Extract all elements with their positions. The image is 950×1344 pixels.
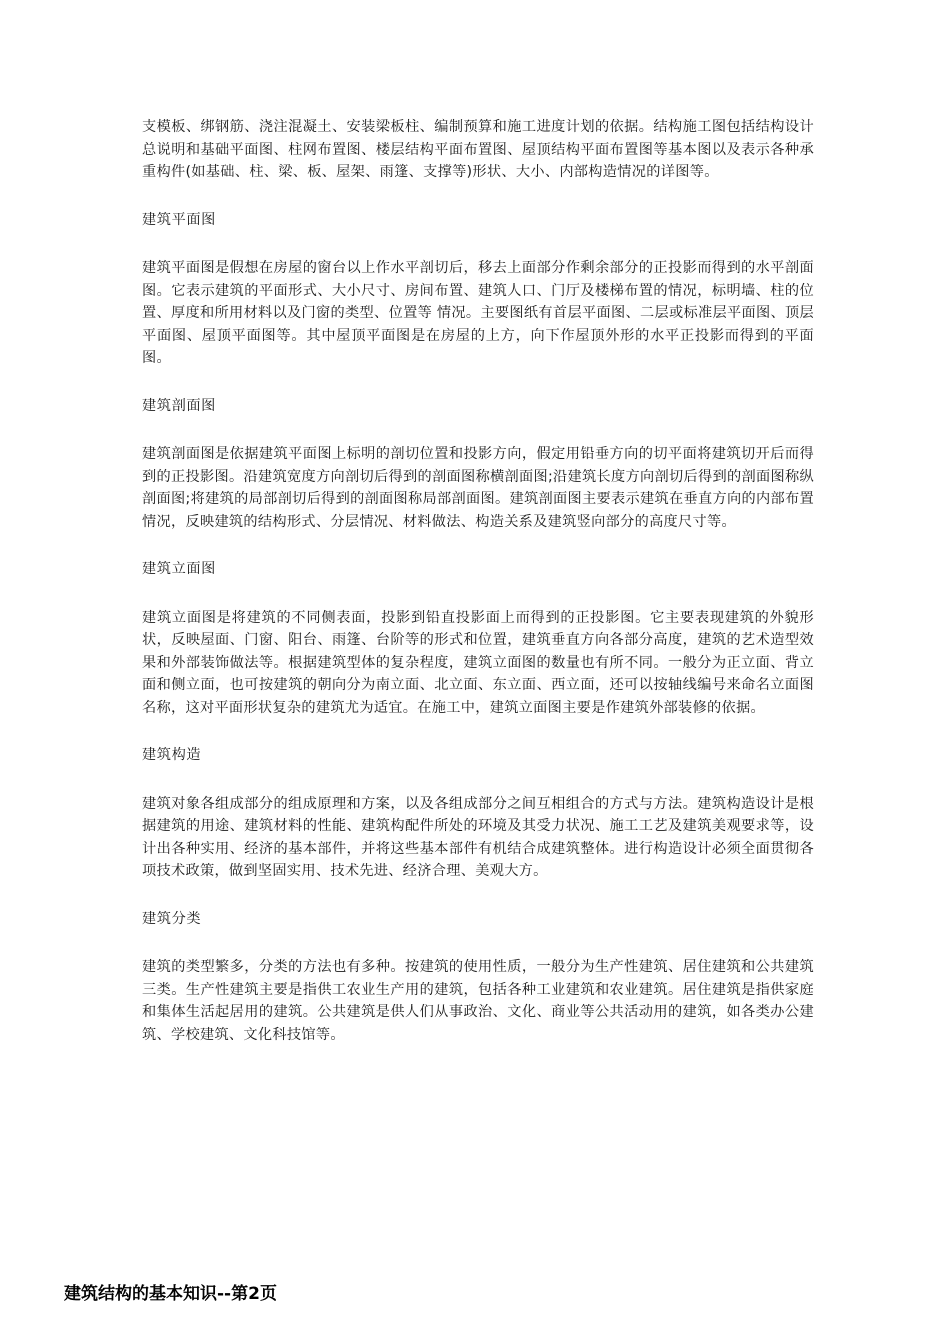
section-body: 建筑剖面图是依据建筑平面图上标明的剖切位置和投影方向，假定用铅垂方向的切平面将建筑切开后而得到的正投影图。沿建筑宽度方向剖切后得到的剖面图称横剖面图;沿建筑长度方向剖切后得到的剖面图称纵剖面图;将建筑的局部剖切后得到的剖面图称局部剖面图。建筑剖面图主要表示建筑在垂直方向的内部布置 情况，反映建筑的结构形式、分层情况、材料做法、构造关系及建筑竖向部分的高度尺寸等。 [142, 446, 814, 530]
document-body [142, 116, 814, 1046]
section-heading: 建筑剖面图 [142, 397, 216, 414]
spacer [142, 417, 814, 443]
section-section-drawing [142, 395, 814, 559]
spacer [142, 930, 814, 956]
section-elevation [142, 558, 814, 744]
intro-paragraph: 支模板、绑钢筋、浇注混凝土、安装梁板柱、编制预算和施工进度计划的依据。结构施工图包括结构设计总说明和基础平面图、柱网布置图、楼层结构平面布置图、屋顶结构平面布置图等基本图以及表示各种承重构件(如基础、柱、梁、板、屋架、雨篷、支撑等)形状、大小、内部构造情况的详图等。 [142, 119, 814, 180]
section-heading: 建筑平面图 [142, 211, 216, 228]
section-body: 建筑对象各组成部分的组成原理和方案，以及各组成部分之间互相组合的方式与方法。建筑构造设计是根据建筑的用途、建筑材料的性能、建筑构配件所处的环境及其受力状况、施工工艺及建筑美观要求等，设计出各种实用、经济的基本部件，并将这些基本部件有机结合成建筑整体。进行构造设计必须全面贯彻各项技术政策，做到坚固实用、技术先进、经济合理、美观大方。 [142, 795, 814, 879]
section-heading: 建筑分类 [142, 910, 202, 927]
spacer [142, 370, 814, 395]
section-body: 建筑立面图是将建筑的不同侧表面，投影到铅直投影面上而得到的正投影图。它主要表现建筑的外貌形状，反映屋面、门窗、阳台、雨篷、台阶等的形式和位置，建筑垂直方向各部分高度，建筑的艺术造型效果和外部装饰做法等。根据建筑型体的复杂程度，建筑立面图的数量也有所不同。一般分为正立面、背立面和侧立面，也可按建筑的朝向分为南立面、北立面、东立面、西立面，还可以按轴线编号来命名立面图名称，这对平面形状复杂的建筑尤为适宜。在施工中，建筑立面图主要是作建筑外部装修的依据。 [142, 609, 814, 716]
section-construction [142, 744, 814, 908]
spacer [142, 184, 814, 209]
spacer [142, 719, 814, 744]
section-heading: 建筑构造 [142, 747, 202, 763]
spacer [142, 767, 814, 793]
page-footer: 建筑结构的基本知识--第2页 [64, 1284, 277, 1304]
spacer [142, 581, 814, 607]
spacer [142, 231, 814, 257]
section-body: 建筑平面图是假想在房屋的窗台以上作水平剖切后，移去上面部分作剩余部分的正投影而得到的水平剖面图。它表示建筑的平面形式、大小尺寸、房间布置、建筑人口、门厅及楼梯布置的情况，标明墙、柱的位置、厚度和所用材料以及门窗的类型、位置等 情况。主要图纸有首层平面图、二层或标准层平面图、顶层平面图、屋顶平面图等。其中屋顶平面图是在房屋的上方，向下作屋顶外形的水平正投影而得到的平面图。 [142, 260, 814, 366]
spacer [142, 883, 814, 908]
spacer [142, 533, 814, 558]
section-floor-plan [142, 209, 814, 395]
section-body: 建筑的类型繁多，分类的方法也有多种。按建筑的使用性质，一般分为生产性建筑、居住建筑和公共建筑三类。生产性建筑主要是指供工农业生产用的建筑，包括各种工业建筑和农业建筑。居住建筑是指供家庭和集体生活起居用的建筑。公共建筑是供人们从事政治、文化、商业等公共活动用的建筑，如各类办公建筑、学校建筑、文化科技馆等。 [142, 959, 814, 1043]
section-classification [142, 908, 814, 1047]
section-heading: 建筑立面图 [142, 561, 216, 577]
